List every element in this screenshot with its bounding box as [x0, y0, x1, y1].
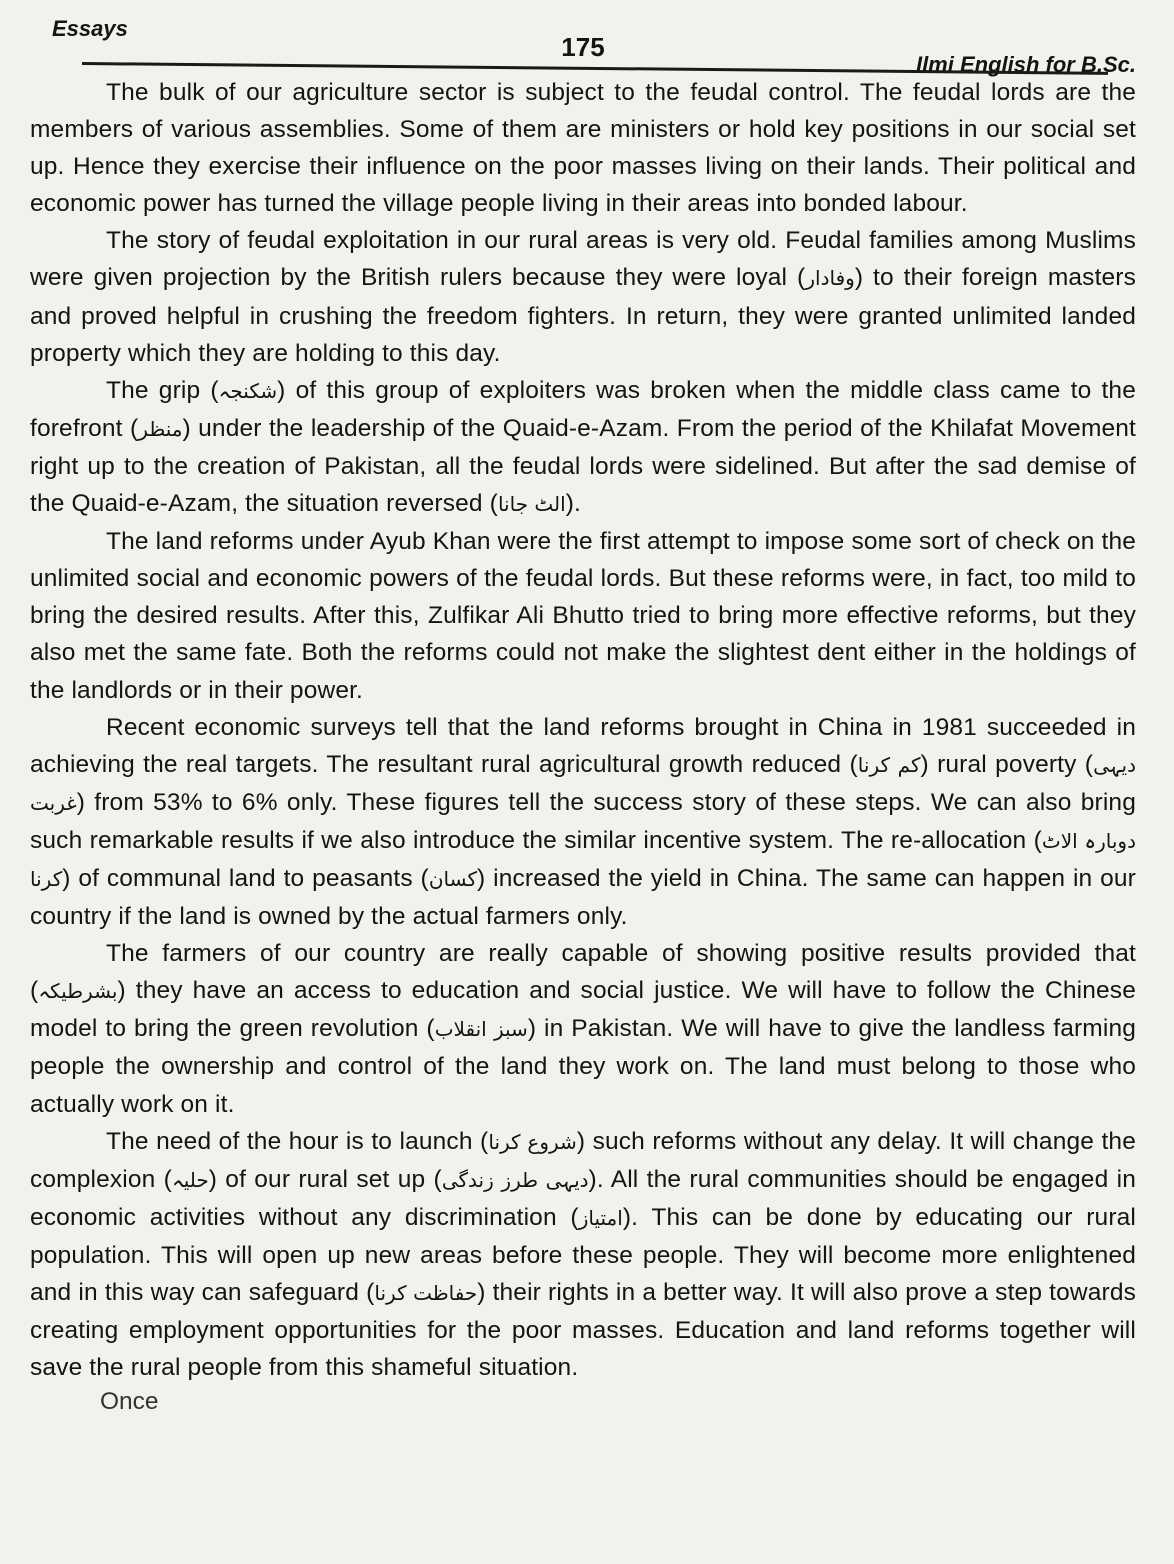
- paragraph-text: The story of feudal exploitation in our rural areas is very old. Feudal families among Muslims were given projection by the British rulers because they were loyal (: [30, 227, 1136, 292]
- running-header: [30, 10, 1136, 77]
- urdu-gloss: منظر: [138, 416, 183, 441]
- paragraph-text: Recent economic surveys tell that the land reforms brought in China in 1981 succeeded in achieving the real targets. The resultant rural agricultural growth reduced (: [30, 713, 1136, 778]
- paragraph-text: ) increased the yield in China. The same can happen in our country if the land is owned by the actual farmers only.: [30, 864, 1136, 931]
- paragraph: [30, 709, 1136, 936]
- paragraph-text: The farmers of our country are really capable of showing positive results provided that (: [30, 940, 1136, 1005]
- paragraph-text: ) such reforms without any delay. It will change the complexion (: [30, 1127, 1136, 1193]
- paragraph-text: ). This can be done by educating our rural population. This will open up new areas before these people. They will become more enlightened and in this way can safeguard (: [30, 1203, 1136, 1306]
- urdu-gloss: حلیہ: [171, 1167, 209, 1192]
- paragraph-text: ) of this group of exploiters was broken when the middle class came to the forefront (: [30, 376, 1136, 442]
- paragraph-text: ) they have an access to education and social justice. We will have to follow the Chinese model to bring the green revolution (: [30, 977, 1136, 1043]
- paragraph: [30, 222, 1136, 371]
- urdu-gloss: الٹ جانا: [497, 492, 566, 517]
- paragraph-text: ) in Pakistan. We will have to give the landless farming people the ownership and control of the land they work on. The land must belong to those who actually work on it.: [30, 1015, 1136, 1118]
- urdu-gloss: کم کرنا: [857, 752, 921, 777]
- page-number: 175: [561, 32, 605, 62]
- paragraph-text: ). All the rural communities should be engaged in economic activities without any discrimination (: [30, 1165, 1136, 1231]
- urdu-gloss: دیہی طرز زندگی: [441, 1167, 589, 1192]
- paragraph-text: ) of communal land to peasants (: [62, 864, 429, 892]
- paragraph-text: The need of the hour is to launch (: [106, 1127, 489, 1155]
- paragraph-text: ).: [565, 490, 581, 518]
- paragraph: [30, 935, 1136, 1122]
- urdu-gloss: دیہی غربت: [30, 752, 1136, 815]
- urdu-gloss: وفادار: [805, 266, 855, 291]
- paragraph-text: The grip (: [106, 376, 219, 404]
- urdu-gloss: سبز انقلاب: [434, 1017, 528, 1042]
- paragraph: [30, 523, 1136, 708]
- paragraph-text: ) their rights in a better way. It will also prove a step towards creating employment opportunities for the poor masses. Education and land reforms together will save the rural people from this shameful situation.: [30, 1279, 1136, 1382]
- paragraph: [30, 1123, 1136, 1387]
- urdu-gloss: بشرطیکہ: [38, 979, 118, 1004]
- paragraph-text: The land reforms under Ayub Khan were the first attempt to impose some sort of check on the unlimited social and economic powers of the feudal lords. But these reforms were, in fact, too mild to bring the desired results. After this, Zulfikar Ali Bhutto tried to bring more effective reforms, but they also met the same fate. Both the reforms could not make the slightest dent either in the holdings of the landlords or in their power.: [30, 528, 1136, 704]
- paragraph-text: ) to their foreign masters and proved helpful in crushing the freedom fighters. In return, they were granted unlimited landed property which they are holding to this day.: [30, 264, 1137, 367]
- urdu-gloss: کسان: [428, 866, 478, 891]
- paragraph-text: The bulk of our agriculture sector is subject to the feudal control. The feudal lords are the members of various assemblies. Some of them are ministers or hold key positions in our social set up. Hence they exercise their influence on the poor masses living on their lands. Their political and economic power has turned the village people living in their areas into bonded labour.: [30, 79, 1136, 218]
- urdu-gloss: امتیاز: [578, 1205, 623, 1230]
- urdu-gloss: شکنجہ: [218, 378, 278, 403]
- urdu-gloss: دوبارہ الاٹ کرنا: [30, 828, 1136, 891]
- paragraph-text: ) under the leadership of the Quaid-e-Azam. From the period of the Khilafat Movement right up to the creation of Pakistan, all the feudal lords were sidelined. But after the sad demise of the Quaid-e-Azam, the situation reversed (: [30, 414, 1137, 518]
- paragraph: [30, 74, 1136, 222]
- paragraph-text: ) of our rural set up (: [208, 1165, 442, 1193]
- continued-text: Once: [100, 1388, 159, 1411]
- paragraph-text: ) from 53% to 6% only. These figures tell the success story of these steps. We can also bring such remarkable results if we also introduce the similar incentive system. The re-allocation (: [30, 788, 1136, 854]
- essay-body: [30, 74, 1136, 1386]
- urdu-gloss: حفاظت کرنا: [374, 1281, 478, 1305]
- paragraph-text: ) rural poverty (: [920, 750, 1094, 778]
- section-title: Essays: [52, 16, 128, 41]
- paragraph: [30, 372, 1136, 523]
- urdu-gloss: شروع کرنا: [488, 1129, 577, 1154]
- book-title: Ilmi English for B.Sc.: [915, 52, 1136, 77]
